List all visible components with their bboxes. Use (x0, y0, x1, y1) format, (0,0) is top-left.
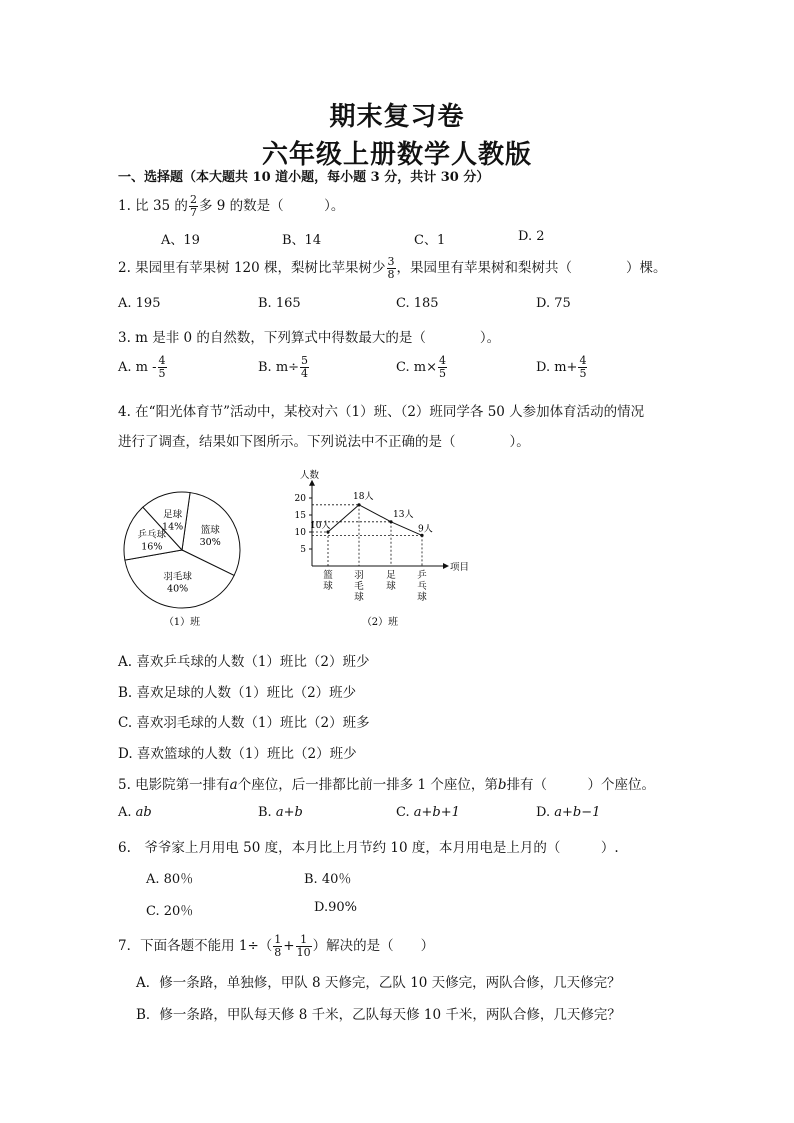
option-2b[interactable]: B. 165 (258, 296, 301, 311)
data-label: 18人 (353, 491, 374, 502)
option-7a[interactable]: A．修一条路，单独修，甲队 8 天修完，乙队 10 天修完，两队合修，几天修完？ (136, 975, 621, 991)
fraction (273, 934, 282, 959)
question-5-pre: 5. 电影院第一排有 (118, 777, 230, 793)
pie-category-label: 足球 (163, 509, 183, 521)
option-3d[interactable] (536, 355, 588, 380)
denominator: 5 (158, 367, 166, 380)
question-4-line2: 进行了调查，结果如下图所示。下列说法中不正确的是（ ）。 (118, 434, 530, 450)
numerator: 3 (387, 255, 395, 268)
question-7 (118, 934, 434, 959)
x-category-label: 毛 (354, 581, 364, 592)
option-1d[interactable]: D. 2 (518, 229, 545, 244)
option-6d[interactable]: D.90% (314, 900, 357, 915)
fraction (387, 256, 396, 281)
option-expr: a+b+1 (413, 805, 460, 820)
pie-category-label: 篮球 (200, 525, 220, 536)
option-1a[interactable]: A、19 (161, 233, 200, 248)
x-category-label: 足 (386, 570, 396, 581)
option-1c[interactable]: C、1 (414, 233, 446, 248)
option-2d[interactable]: D. 75 (536, 296, 571, 311)
option-1b[interactable]: B、14 (282, 233, 322, 248)
pie-category-label: 乒乓球 (137, 529, 167, 541)
y-tick-label: 5 (300, 545, 306, 555)
question-5-mid: 个座位，后一排都比前一排多 1 个座位，第 (237, 777, 498, 793)
denominator: 10 (296, 946, 311, 959)
page-subtitle: 六年级上册数学人教版 (261, 140, 532, 170)
option-4c[interactable]: C. 喜欢羽毛球的人数（1）班比（2）班多 (118, 715, 370, 731)
y-axis-label: 人数 (300, 469, 320, 481)
variable-b: b (497, 777, 507, 793)
pie-title: （1）班 (163, 617, 201, 628)
option-expr: a+b−1 (554, 805, 601, 820)
plus-sign: + (283, 938, 295, 954)
numerator: 1 (296, 934, 312, 947)
section-heading: 一、选择题（本大题共 10 道小题，每小题 3 分，共计 30 分） (118, 170, 490, 185)
option-7b[interactable]: B．修一条路，甲队每天修 8 千米，乙队每天修 10 千米，两队合修，几天修完？ (136, 1007, 621, 1023)
question-1-pre: 1. 比 35 的 (118, 198, 188, 214)
page-title: 期末复习卷 (329, 102, 465, 132)
denominator: 5 (579, 367, 587, 380)
data-point (357, 503, 360, 506)
option-3b[interactable] (258, 355, 310, 380)
fraction (189, 194, 198, 219)
pie-percent-label: 30% (199, 537, 221, 548)
option-expr: ab (135, 805, 152, 820)
numerator: 1 (274, 933, 282, 946)
y-tick-label: 20 (294, 494, 306, 504)
option-label: D. m+ (536, 360, 578, 375)
line-chart-class-2 (280, 460, 480, 630)
data-point (389, 520, 392, 523)
option-3c[interactable] (396, 355, 448, 380)
denominator: 4 (301, 367, 309, 380)
question-6: 6. 爷爷家上月用电 50 度，本月比上月节约 10 度，本月用电是上月的（ ）. (118, 840, 619, 856)
question-2-post: ，果园里有苹果树和梨树共（ ）棵。 (396, 260, 667, 276)
denominator: 8 (274, 946, 282, 959)
option-4b[interactable]: B. 喜欢足球的人数（1）班比（2）班少 (118, 685, 357, 701)
x-category-label: 球 (323, 581, 333, 592)
option-label: C. m× (396, 360, 437, 375)
option-4a[interactable]: A. 喜欢乒乓球的人数（1）班比（2）班少 (118, 654, 370, 670)
numerator: 4 (579, 354, 587, 367)
question-1 (118, 194, 344, 219)
variable-a: a (229, 777, 238, 793)
pie-percent-label: 14% (162, 521, 184, 533)
x-axis-arrow (443, 563, 449, 569)
fraction (300, 355, 309, 380)
pie-percent-label: 16% (141, 541, 163, 553)
data-label: 9人 (418, 524, 433, 535)
option-6b[interactable]: B. 40％ (304, 872, 352, 887)
x-category-label: 球 (386, 581, 396, 592)
fraction (296, 934, 312, 959)
denominator: 5 (438, 367, 446, 380)
numerator: 5 (301, 354, 309, 367)
data-label: 13人 (393, 509, 414, 520)
question-5 (118, 773, 655, 793)
option-label: C. (396, 805, 410, 820)
denominator: 7 (189, 206, 197, 219)
option-4d[interactable]: D. 喜欢篮球的人数（1）班比（2）班少 (118, 746, 357, 762)
numerator: 4 (158, 354, 166, 367)
y-tick-label: 10 (294, 528, 306, 538)
line-title: （2）班 (361, 617, 399, 628)
option-2c[interactable]: C. 185 (396, 296, 439, 311)
question-7-post: ）解决的是（ ） (312, 938, 435, 954)
x-category-label: 球 (354, 592, 364, 603)
question-2 (118, 256, 667, 281)
option-expr: a+b (275, 805, 303, 820)
option-label: B. (258, 805, 272, 820)
option-label: D. (536, 805, 551, 820)
option-6c[interactable]: C. 20％ (146, 904, 194, 919)
pie-chart-class-1 (112, 480, 252, 630)
option-label: A. m - (118, 360, 157, 375)
numerator: 2 (189, 193, 197, 206)
y-tick-label: 15 (294, 511, 306, 521)
question-4-line1: 4. 在“阳光体育节”活动中，某校对六（1）班、（2）班同学各 50 人参加体育活动的情况 (118, 404, 645, 420)
question-7-pre: 7．下面各题不能用 1÷（ (118, 938, 273, 954)
data-label: 10人 (310, 521, 331, 531)
option-5d[interactable] (536, 805, 600, 820)
option-6a[interactable]: A. 80％ (146, 872, 194, 887)
pie-percent-label: 40% (167, 583, 189, 595)
x-category-label: 球 (417, 592, 427, 603)
x-category-label: 篮 (323, 570, 333, 581)
x-axis-label: 项目 (450, 562, 470, 573)
fraction (158, 355, 167, 380)
x-category-label: 乒 (417, 570, 427, 581)
option-3a[interactable] (118, 355, 168, 380)
option-label: B. m÷ (258, 360, 300, 375)
numerator: 4 (438, 354, 446, 367)
option-5a[interactable] (118, 805, 152, 820)
option-2a[interactable]: A. 195 (118, 296, 161, 311)
fraction (438, 355, 447, 380)
pie-category-label: 羽毛球 (163, 571, 192, 583)
option-5b[interactable] (258, 805, 303, 820)
x-category-label: 羽 (354, 570, 364, 581)
question-3: 3. m 是非 0 的自然数，下列算式中得数最大的是（ ）。 (118, 330, 501, 346)
question-2-pre: 2. 果园里有苹果树 120 棵，梨树比苹果树少 (118, 260, 386, 276)
denominator: 8 (387, 268, 395, 281)
question-5-post: 排有（ ）个座位。 (506, 777, 656, 793)
option-label: A. (118, 805, 132, 820)
option-5c[interactable] (396, 805, 460, 820)
x-category-label: 乓 (417, 581, 427, 592)
fraction (578, 355, 587, 380)
question-1-post: 多 9 的数是（ ）。 (198, 198, 345, 214)
